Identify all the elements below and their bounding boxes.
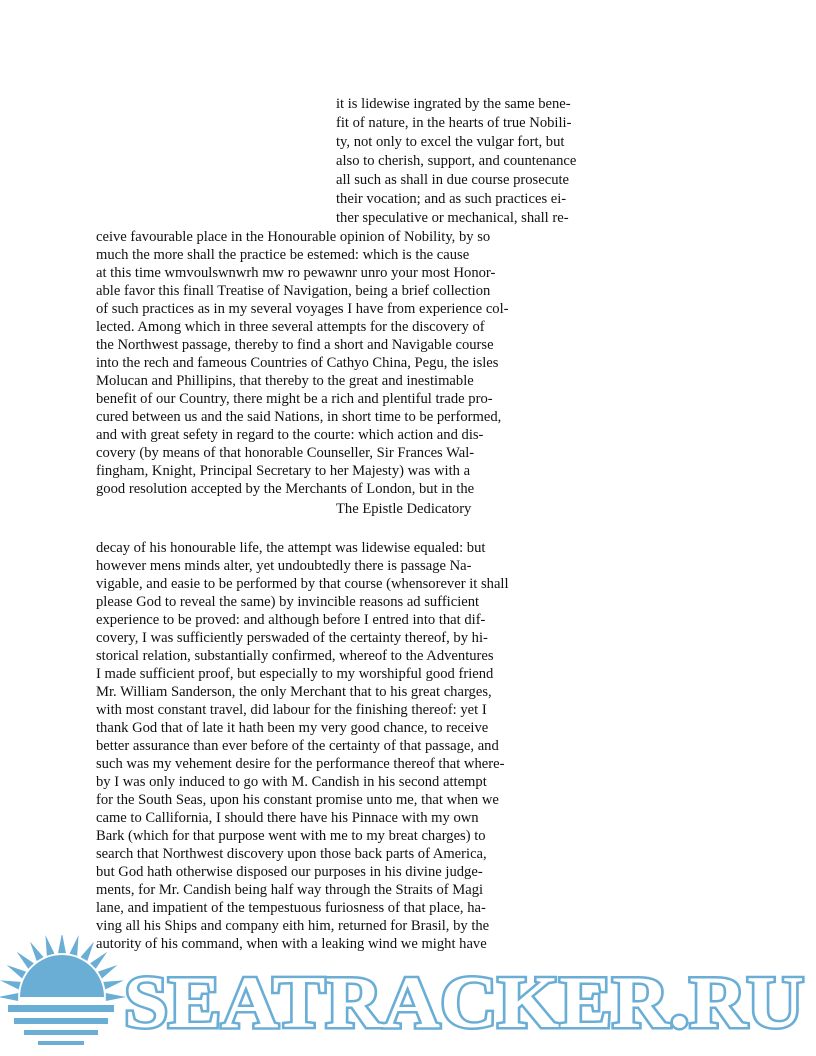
sun-ray [0,980,21,989]
text-line: fingham, Knight, Principal Secretary to her Majesty) was with a [96,463,471,479]
watermark-text: SEATRACKER.RU [124,962,804,1044]
text-line: fit of nature, in the hearts of true Nobili- [336,115,572,131]
sun-over-sea-icon [0,935,126,1045]
text-line: by I was only induced to go with M. Candish in his second attempt [96,774,487,790]
sun-ray [0,993,18,1001]
text-line: decay of his honourable life, the attempt was lidewise equaled: but [96,540,486,556]
text-line: ments, for Mr. Candish being half way through the Straits of Magi [96,882,484,898]
text-line: good resolution accepted by the Merchants of London, but in the [96,481,475,497]
text-line: better assurance than ever before of the certainty of that passage, and [96,738,499,754]
text-line: with most constant travel, did labour for the finishing thereof: yet I [96,702,487,718]
text-line: I made sufficient proof, but especially to my worshipful good friend [96,666,494,682]
text-line: lane, and impatient of the tempestuous furiosness of that place, ha- [96,900,486,916]
text-line: ther speculative or mechanical, shall re- [336,210,569,226]
text-line: into the rech and fameous Countries of Cathyo China, Pegu, the isles [96,355,499,371]
sun-ray [98,965,117,979]
text-line: ceive favourable place in the Honourable opinion of Nobility, by so [96,229,491,245]
text-line: benefit of our Country, there might be a rich and plentiful trade pro- [96,391,493,407]
text-line: covery, I was sufficiently perswaded of the certainty thereof, by hi- [96,630,488,646]
text-line: Molucan and Phillipins, that thereby to the great and inestimable [96,373,474,389]
text-line: at this time wmvoulswnwrh mw ro pewawnr unro your most Honor- [96,265,496,281]
running-title: The Epistle Dedicatory [336,501,472,517]
sun-ray [90,952,107,969]
text-line: but God hath otherwise disposed our purposes in his divine judge- [96,864,483,880]
text-line: all such as shall in due course prosecute [336,172,570,188]
text-line: the Northwest passage, thereby to find a short and Navigable course [96,337,494,353]
text-line: Mr. William Sanderson, the only Merchant that to his great charges, [96,684,492,700]
text-line: search that Northwest discovery upon those back parts of America, [96,846,487,862]
text-line: vigable, and easie to be performed by that course (whensorever it shall [96,576,509,592]
watermark [0,935,816,1056]
text-line: covery (by means of that honorable Counseller, Sir Frances Wal- [96,445,475,461]
sun-ray [80,942,94,961]
text-line: storical relation, substantially confirmed, whereof to the Adventures [96,648,494,664]
text-line: their vocation; and as such practices ei- [336,191,567,207]
sun-ray [103,980,124,989]
text-line: for the South Seas, upon his constant promise unto me, that when we [96,792,499,808]
sun-ray [70,935,79,956]
text-line: lected. Among which in three several attempts for the discovery of [96,319,485,335]
text-line: Bark (which for that purpose went with me to my breat charges) to [96,828,486,844]
text-line: of such practices as in my several voyages I have from experience col- [96,301,509,317]
text-line: ty, not only to excel the vulgar fort, but [336,134,565,150]
text-line: able favor this finall Treatise of Navigation, being a brief collection [96,283,491,299]
text-line: however mens minds alter, yet undoubtedly there is passage Na- [96,558,472,574]
sun-ray [106,993,126,1001]
sun-ray [58,935,66,953]
text-line: thank God that of late it hath been my very good chance, to receive [96,720,489,736]
sun-ray [7,965,26,979]
text-line: came to Callifornia, I should there have his Pinnace with my own [96,810,479,826]
text-line: ving all his Ships and company eith him, returned for Brasil, by the [96,918,490,934]
text-line: and with great sefety in regard to the courte: which action and dis- [96,427,484,443]
text-line: autority of his command, when with a leaking wind we might have [96,936,487,952]
text-line: also to cherish, support, and countenance [336,153,577,169]
text-line: experience to be proved: and although before I entred into that dif- [96,612,486,628]
text-line: such was my vehement desire for the performance thereof that where- [96,756,505,772]
sun-ray [17,952,34,969]
text-line: please God to reveal the same) by invincible reasons ad sufficient [96,594,480,610]
text-line: cured between us and the said Nations, in short time to be performed, [96,409,502,425]
text-line: it is lidewise ingrated by the same bene- [336,96,571,112]
sun-ray [30,942,44,961]
text-line: much the more shall the practice be estemed: which is the cause [96,247,470,263]
sun-ray [45,935,54,956]
